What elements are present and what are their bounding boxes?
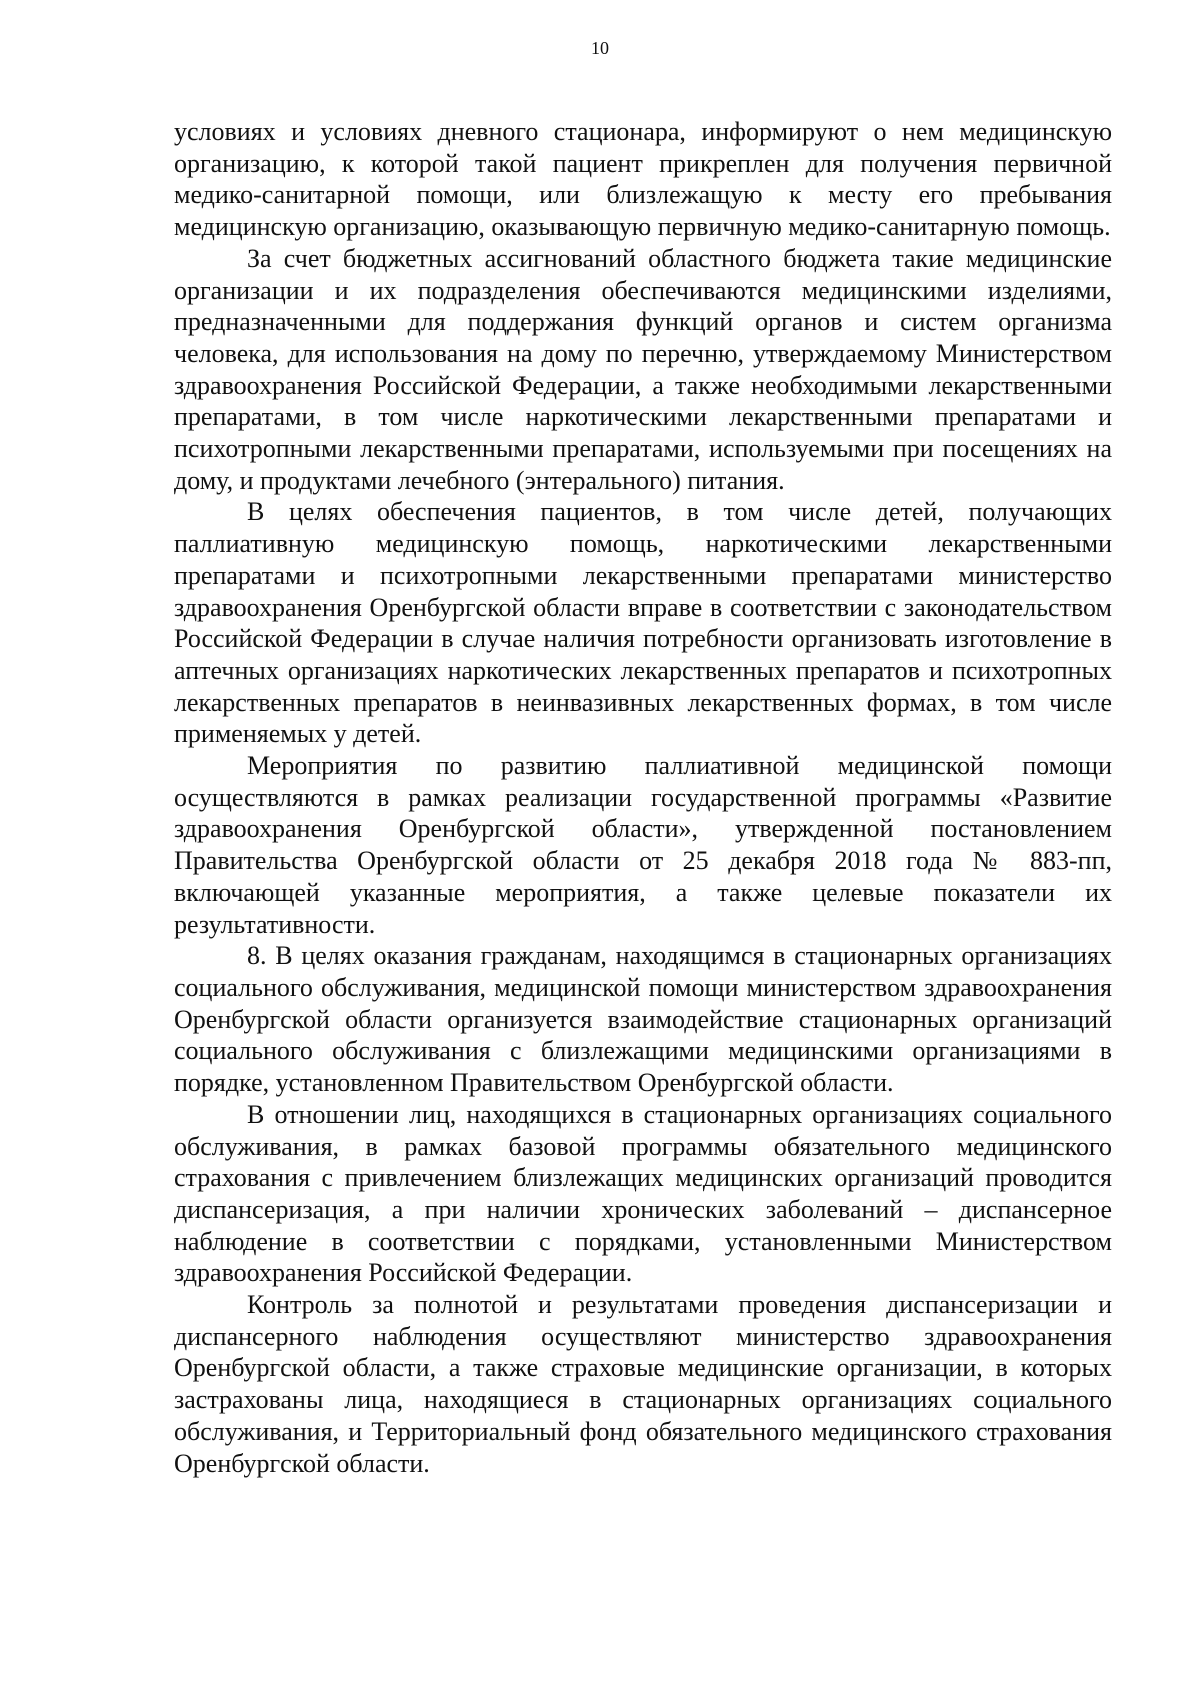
paragraph: Контроль за полнотой и результатами проведения диспансеризации и диспансерного наблюдения осуществляют министерство здравоохранения Оренбургской области, а также страховые медицинские организации, в которых застрахованы лица, находящиеся в стационарных организациях социального обслуживания, и Территориальный фонд обязательного медицинского страхования Оренбургской области. xyxy=(174,1290,1112,1478)
paragraph: За счет бюджетных ассигнований областного бюджета такие медицинские организации и их подразделения обеспечиваются медицинскими изделиями, предназначенными для поддержания функций органов и систем организма человека, для использования на дому по перечню, утверждаемому Министерством здравоохранения Российской Федерации, а также необходимыми лекарственными препаратами, в том числе наркотическими лекарственными препаратами и психотропными лекарственными препаратами, используемыми при посещениях на дому, и продуктами лечебного (энтерального) питания. xyxy=(174,243,1112,495)
paragraph-continuation: условиях и условиях дневного стационара, информируют о нем медицинскую организацию, к которой такой пациент прикреплен для получения первичной медико-санитарной помощи, или близлежащую к месту его пребывания медицинскую организацию, оказывающую первичную медико-санитарную помощь. xyxy=(174,117,1112,242)
paragraph-item-8: 8. В целях оказания гражданам, находящимся в стационарных организациях социального обслуживания, медицинской помощи министерством здравоохранения Оренбургской области организуется взаимодействие стационарных организаций социального обслуживания с близлежащими медицинскими организациями в порядке, установленном Правительством Оренбургской области. xyxy=(174,941,1112,1098)
paragraph: Мероприятия по развитию паллиативной медицинской помощи осуществляются в рамках реализации государственной программы «Развитие здравоохранения Оренбургской области», утвержденной постановлением Правительства Оренбургской области от 25 декабря 2018 года № 883-пп, включающей указанные мероприятия, а также целевые показатели их результативности. xyxy=(174,751,1112,939)
page-number: 10 xyxy=(591,38,609,58)
paragraph: В отношении лиц, находящихся в стационарных организациях социального обслуживания, в рамках базовой программы обязательного медицинского страхования с привлечением близлежащих медицинских организаций проводится диспансеризация, а при наличии хронических заболеваний – диспансерное наблюдение в соответствии с порядками, установленными Министерством здравоохранения Российской Федерации. xyxy=(174,1099,1112,1288)
paragraph: В целях обеспечения пациентов, в том числе детей, получающих паллиативную медицинскую помощь, наркотическими лекарственными препаратами и психотропными лекарственными препаратами министерство здравоохранения Оренбургской области вправе в соответствии с законодательством Российской Федерации в случае наличия потребности организовать изготовление в аптечных организациях наркотических лекарственных препаратов и психотропных лекарственных препаратов в неинвазивных лекарственных формах, в том числе применяемых у детей. xyxy=(174,497,1112,749)
document-body xyxy=(174,116,1112,1479)
